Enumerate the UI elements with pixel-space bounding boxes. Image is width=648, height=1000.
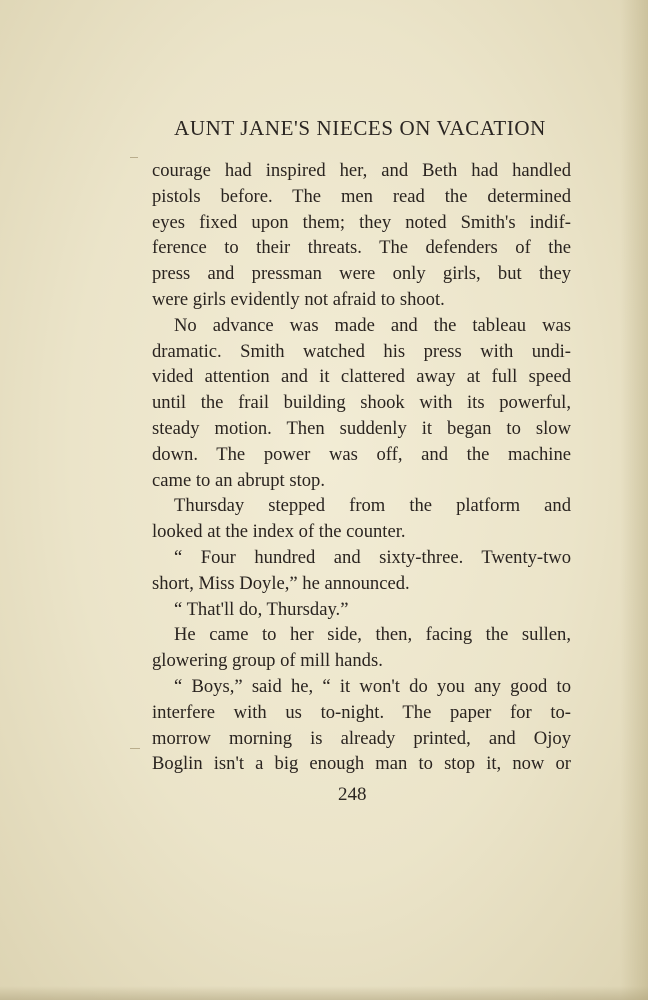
text-line: glowering group of mill hands. — [152, 650, 383, 672]
text-line: “ Four hundred and sixty-three. Twenty-two — [174, 546, 571, 568]
text-line: until the frail building shook with its powerful, — [152, 392, 571, 414]
text-line: press and pressman were only girls, but they — [152, 263, 571, 285]
text-line: looked at the index of the counter. — [152, 521, 406, 543]
text-line: short, Miss Doyle,” he announced. — [152, 572, 410, 594]
text-line: “ Boys,” said he, “ it won't do you any good to — [174, 675, 571, 697]
text-line: came to an abrupt stop. — [152, 469, 325, 491]
text-line: morrow morning is already printed, and Ojoy — [152, 727, 571, 749]
margin-mark-top — [130, 157, 138, 158]
text-line: He came to her side, then, facing the sullen, — [174, 624, 571, 646]
text-line: courage had inspired her, and Beth had handled — [152, 160, 571, 181]
text-line: interfere with us to-night. The paper for to- — [152, 701, 571, 723]
text-line: were girls evidently not afraid to shoot. — [152, 288, 445, 310]
text-line: eyes fixed upon them; they noted Smith's indif- — [152, 211, 571, 233]
margin-mark-bottom — [130, 748, 140, 749]
text-line: Boglin isn't a big enough man to stop it, now or — [152, 753, 571, 775]
text-line: pistols before. The men read the determined — [152, 185, 571, 207]
running-head: AUNT JANE'S NIECES ON VACATION — [174, 116, 546, 140]
text-line: down. The power was off, and the machine — [152, 443, 571, 465]
text-line: Thursday stepped from the platform and — [174, 495, 571, 517]
body-text — [152, 158, 571, 777]
text-line: ference to their threats. The defenders of the — [152, 237, 571, 259]
text-line: dramatic. Smith watched his press with undi- — [152, 340, 571, 362]
text-line: No advance was made and the tableau was — [174, 314, 571, 336]
text-line: vided attention and it clattered away at full speed — [152, 366, 571, 388]
page-number: 248 — [338, 784, 367, 805]
text-line: “ That'll do, Thursday.” — [174, 598, 349, 620]
text-line: steady motion. Then suddenly it began to slow — [152, 417, 571, 439]
